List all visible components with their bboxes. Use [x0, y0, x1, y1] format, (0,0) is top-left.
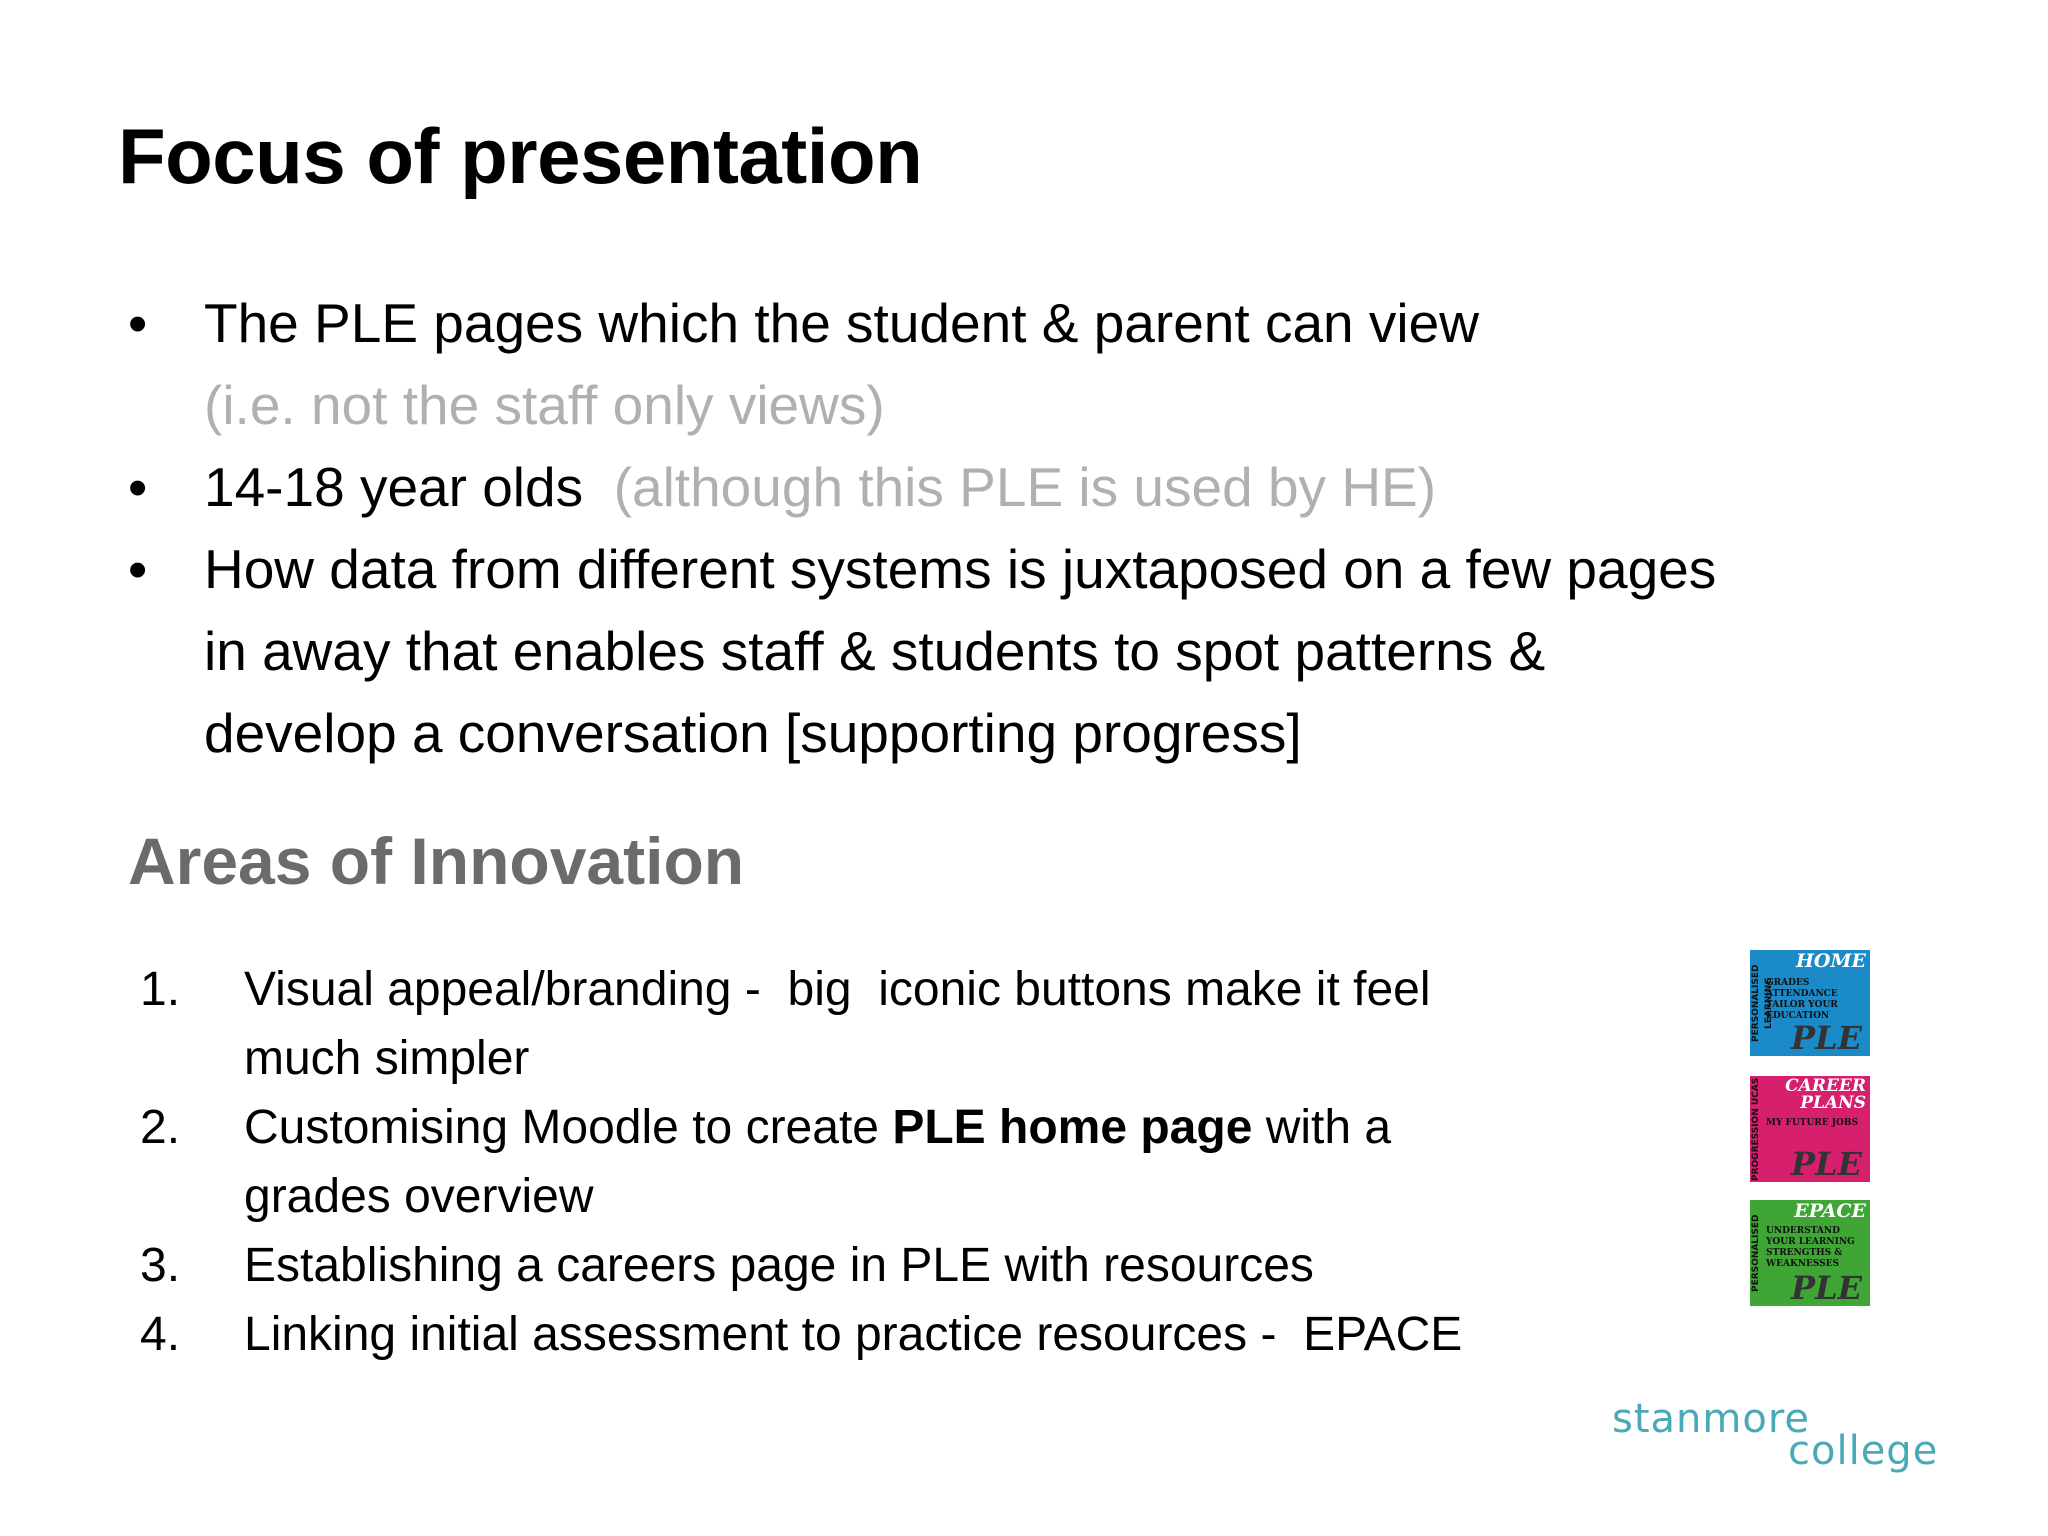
tile-brand: PLE: [1791, 1019, 1862, 1056]
tile-brand: PLE: [1791, 1269, 1862, 1306]
item-number: 3.: [140, 1239, 181, 1292]
numbered-item: [140, 1093, 1600, 1231]
item-line: grades overview: [244, 1170, 594, 1223]
tile-heading: CAREER PLANS: [1785, 1076, 1866, 1113]
item-text: Customising Moodle to create: [244, 1101, 893, 1154]
bullet-item: [128, 282, 1998, 446]
bullet-item: [128, 446, 1998, 528]
numbered-item: [140, 1300, 1600, 1369]
item-line: Linking initial assessment to practice resources - EPACE: [244, 1308, 1463, 1361]
tile-caption: MY FUTURE JOBS: [1766, 1118, 1858, 1128]
tile-heading: EPACE: [1794, 1200, 1866, 1222]
tile-caption: GRADES ATTENDANCE TAILOR YOUR EDUCATION: [1766, 978, 1838, 1021]
bullet-item: [128, 528, 1998, 774]
item-number: 2.: [140, 1101, 181, 1154]
section-subtitle: Areas of Innovation: [128, 824, 745, 898]
item-line: Establishing a careers page in PLE with resources: [244, 1239, 1314, 1292]
bullet-line: [204, 364, 1998, 446]
bullet-line: [204, 610, 1998, 692]
bullet-dot-icon: •: [128, 456, 148, 518]
ple-career-plans-tile[interactable]: [1750, 1076, 1870, 1182]
numbered-list: [140, 955, 1600, 1369]
ple-epace-tile[interactable]: [1750, 1200, 1870, 1306]
bullet-line: [204, 528, 1998, 610]
tile-vertical-label: PERSONALISED: [1751, 1214, 1761, 1292]
bullet-dot-icon: •: [128, 292, 148, 354]
slide-title: Focus of presentation: [118, 112, 923, 200]
tile-caption: UNDERSTAND YOUR LEARNING STRENGTHS & WEAKNESSES: [1766, 1226, 1855, 1269]
stanmore-college-logo: [1612, 1396, 1942, 1486]
logo-line-1: stanmore: [1612, 1396, 1810, 1442]
item-line: [244, 1093, 1600, 1162]
bullet-text: The PLE pages which the student & parent can view: [204, 292, 1479, 354]
logo-line-2: college: [1788, 1428, 1939, 1474]
item-number: 1.: [140, 963, 181, 1016]
tile-vertical-label: PROGRESSION UCAS: [1751, 1077, 1761, 1181]
ple-home-tile[interactable]: [1750, 950, 1870, 1056]
tile-heading: HOME: [1795, 950, 1866, 972]
bullet-text: How data from different systems is juxtaposed on a few pages: [204, 538, 1717, 600]
numbered-item: [140, 1231, 1600, 1300]
item-line: Visual appeal/branding - big iconic buttons make it feel: [244, 963, 1431, 1016]
bullet-list: [128, 282, 1998, 774]
bullet-line: [204, 282, 1998, 364]
bullet-muted-text: (although this PLE is used by HE): [613, 456, 1437, 518]
bullet-text: 14-18 year olds: [204, 456, 614, 518]
item-number: 4.: [140, 1308, 181, 1361]
bullet-muted-text: (i.e. not the staff only views): [204, 374, 885, 436]
tile-vertical-label: PERSONALISED LEARNING: [1751, 964, 1774, 1042]
numbered-item: [140, 955, 1600, 1093]
bullet-text: develop a conversation [supporting progress]: [204, 702, 1302, 764]
bullet-text: in away that enables staff & students to spot patterns &: [204, 620, 1546, 682]
item-bold-text: PLE home page: [892, 1101, 1253, 1154]
bullet-line: [204, 446, 1998, 528]
tile-brand: PLE: [1791, 1145, 1862, 1182]
item-line: much simpler: [244, 1032, 530, 1085]
bullet-line: [204, 692, 1998, 774]
bullet-dot-icon: •: [128, 538, 148, 600]
item-text: with a: [1252, 1101, 1392, 1154]
